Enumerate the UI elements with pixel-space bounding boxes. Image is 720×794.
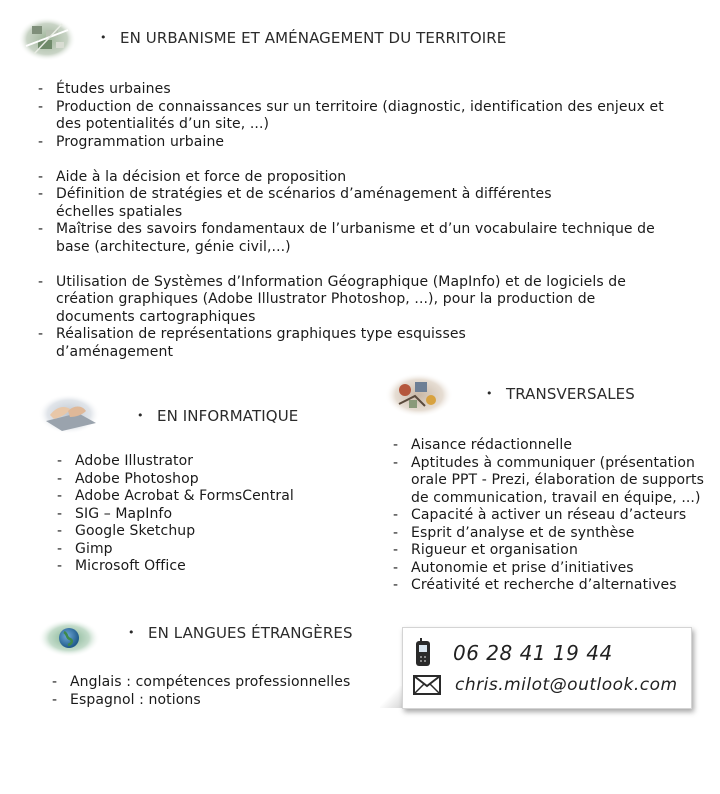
urbanisme-title: EN URBANISME ET AMÉNAGEMENT DU TERRITOIRE xyxy=(120,29,507,47)
transversales-list xyxy=(391,437,709,595)
transversales-icon xyxy=(385,372,453,418)
list-item: - Études urbaines xyxy=(36,81,676,99)
list-item: - Google Sketchup xyxy=(55,523,355,541)
list-item: - Réalisation de représentations graphiques type esquisses d’aménagement xyxy=(36,326,476,361)
phone-number: 06 28 41 19 44 xyxy=(453,641,613,665)
list-item: - Esprit d’analyse et de synthèse xyxy=(391,525,709,543)
urbanisme-heading: • EN URBANISME ET AMÉNAGEMENT DU TERRITOIRE xyxy=(100,29,507,47)
list-item: - Programmation urbaine xyxy=(36,134,676,152)
list-item: - Autonomie et prise d’initiatives xyxy=(391,560,709,578)
list-item: - Gimp xyxy=(55,541,355,559)
list-item: - Aptitudes à communiquer (présentation orale PPT - Prezi, élaboration de supports de communication, travail en équipe, ...) xyxy=(391,455,709,508)
transversales-title: TRANSVERSALES xyxy=(506,385,635,403)
laptop-hands-icon xyxy=(38,393,100,435)
list-item: - Espagnol : notions xyxy=(50,692,370,710)
mobile-phone-icon xyxy=(413,638,433,668)
langues-title: EN LANGUES ÉTRANGÈRES xyxy=(148,624,353,642)
langues-heading: • EN LANGUES ÉTRANGÈRES xyxy=(128,624,353,642)
list-item: - Microsoft Office xyxy=(55,558,355,576)
contact-box xyxy=(402,627,692,709)
globe-icon xyxy=(38,617,100,659)
informatique-list xyxy=(55,453,355,576)
email-row xyxy=(413,675,678,695)
list-item: - Adobe Photoshop xyxy=(55,471,355,489)
list-item: - Définition de stratégies et de scénarios d’aménagement à différentes échelles spatiales xyxy=(36,186,556,221)
informatique-icon xyxy=(38,393,100,435)
langues-list xyxy=(50,674,370,709)
informatique-title: EN INFORMATIQUE xyxy=(157,407,299,425)
list-item: - Anglais : compétences professionnelles xyxy=(50,674,370,692)
list-item: - Adobe Illustrator xyxy=(55,453,355,471)
urbanisme-list xyxy=(36,81,676,361)
list-item: - Maîtrise des savoirs fondamentaux de l’urbanisme et d’un vocabulaire technique de base (architecture, génie civil,...) xyxy=(36,221,676,256)
envelope-icon xyxy=(413,675,441,695)
phone-row xyxy=(413,638,613,668)
list-item: - Aisance rédactionnelle xyxy=(391,437,709,455)
urbanisme-group-3 xyxy=(36,274,676,362)
list-item: - Utilisation de Systèmes d’Information Géographique (MapInfo) et de logiciels de création graphiques (Adobe Illustrator Photoshop, ...), pour la production de documents cartographiques xyxy=(36,274,646,327)
urbanisme-icon xyxy=(18,16,76,62)
informatique-heading: • EN INFORMATIQUE xyxy=(137,407,299,425)
collage-icon xyxy=(385,372,453,418)
list-item: - Aide à la décision et force de proposition xyxy=(36,169,676,187)
urbanisme-group-2 xyxy=(36,169,676,257)
urbanisme-group-1 xyxy=(36,81,676,151)
transversales-heading: • TRANSVERSALES xyxy=(486,385,635,403)
list-item: - Capacité à activer un réseau d’acteurs xyxy=(391,507,709,525)
langues-icon xyxy=(38,617,100,659)
list-item: - Rigueur et organisation xyxy=(391,542,709,560)
list-item: - Adobe Acrobat & FormsCentral xyxy=(55,488,355,506)
email-address: chris.milot@outlook.com xyxy=(455,675,678,695)
list-item: - Créativité et recherche d’alternatives xyxy=(391,577,709,595)
city-plan-icon xyxy=(18,16,76,62)
list-item: - Production de connaissances sur un territoire (diagnostic, identification des enjeux et des potentialités d’un site, ...) xyxy=(36,99,676,134)
list-item: - SIG – MapInfo xyxy=(55,506,355,524)
